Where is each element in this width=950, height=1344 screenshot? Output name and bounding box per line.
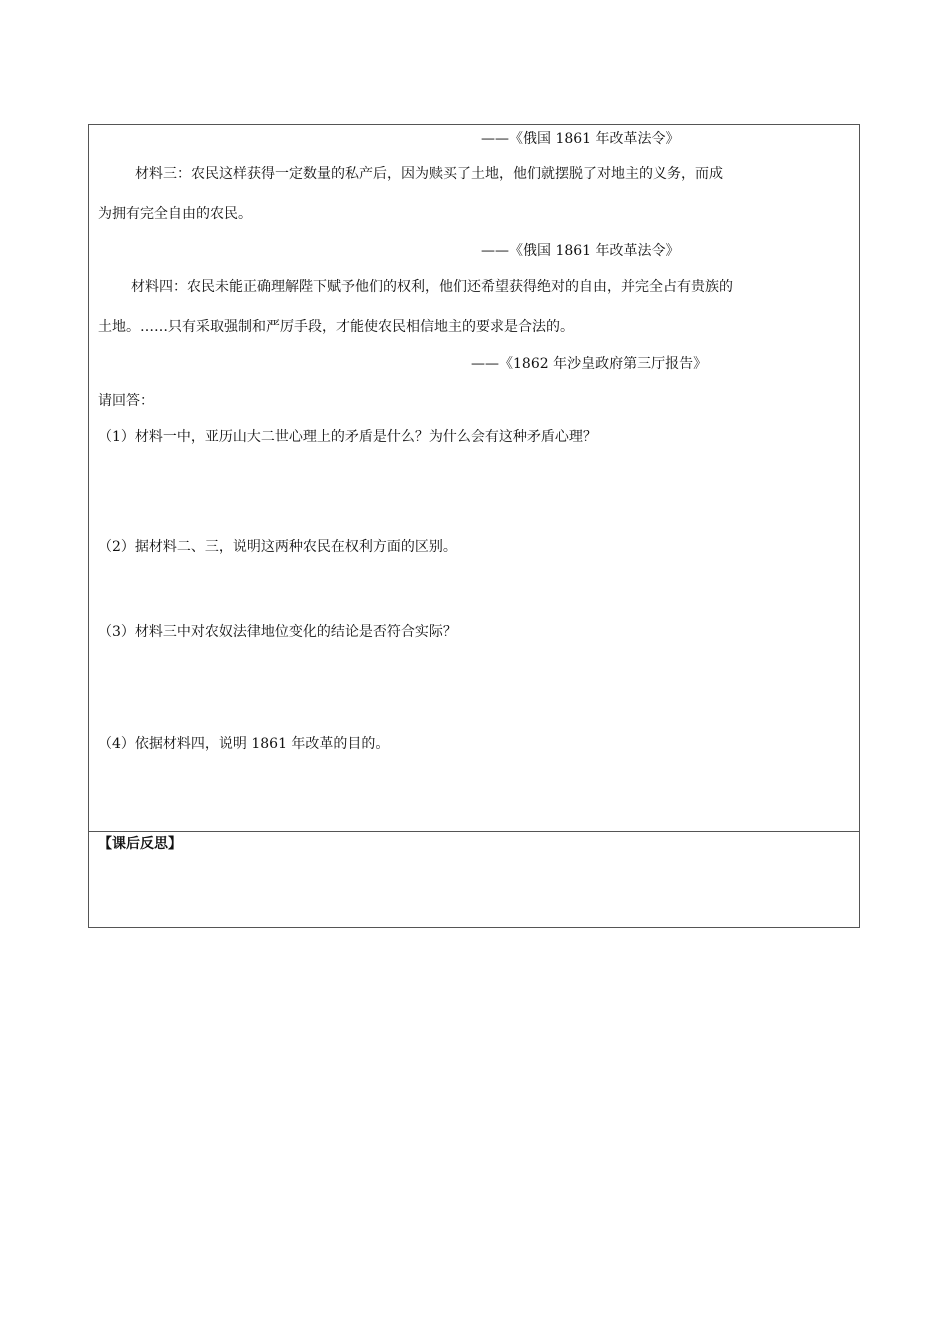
question-1: （1）材料一中，亚历山大二世心理上的矛盾是什么？为什么会有这种矛盾心理？ [98, 429, 597, 445]
material-3-text-line-2: 为拥有完全自由的农民。 [98, 206, 252, 222]
source-citation-2: ——《俄国 1861 年改革法令》 [481, 243, 680, 259]
worksheet-table [88, 124, 860, 928]
question-3: （3）材料三中对农奴法律地位变化的结论是否符合实际？ [98, 624, 457, 640]
material-3-text-line-1: 材料三：农民这样获得一定数量的私产后，因为赎买了土地，他们就摆脱了对地主的义务，而成 [135, 166, 723, 182]
answer-prompt: 请回答： [98, 393, 154, 409]
material-4-text-line-2: 土地。……只有采取强制和严厉手段，才能使农民相信地主的要求是合法的。 [98, 319, 574, 335]
source-citation-1: ——《俄国 1861 年改革法令》 [481, 131, 680, 147]
section-divider [89, 831, 859, 832]
material-4-text-line-1: 材料四：农民未能正确理解陛下赋予他们的权利，他们还希望获得绝对的自由，并完全占有贵族的 [131, 279, 733, 295]
question-2: （2）据材料二、三，说明这两种农民在权利方面的区别。 [98, 539, 457, 555]
question-4: （4）依据材料四，说明 1861 年改革的目的。 [98, 736, 390, 752]
reflection-heading: 【课后反思】 [98, 836, 182, 852]
source-citation-3: ——《1862 年沙皇政府第三厅报告》 [471, 356, 708, 372]
